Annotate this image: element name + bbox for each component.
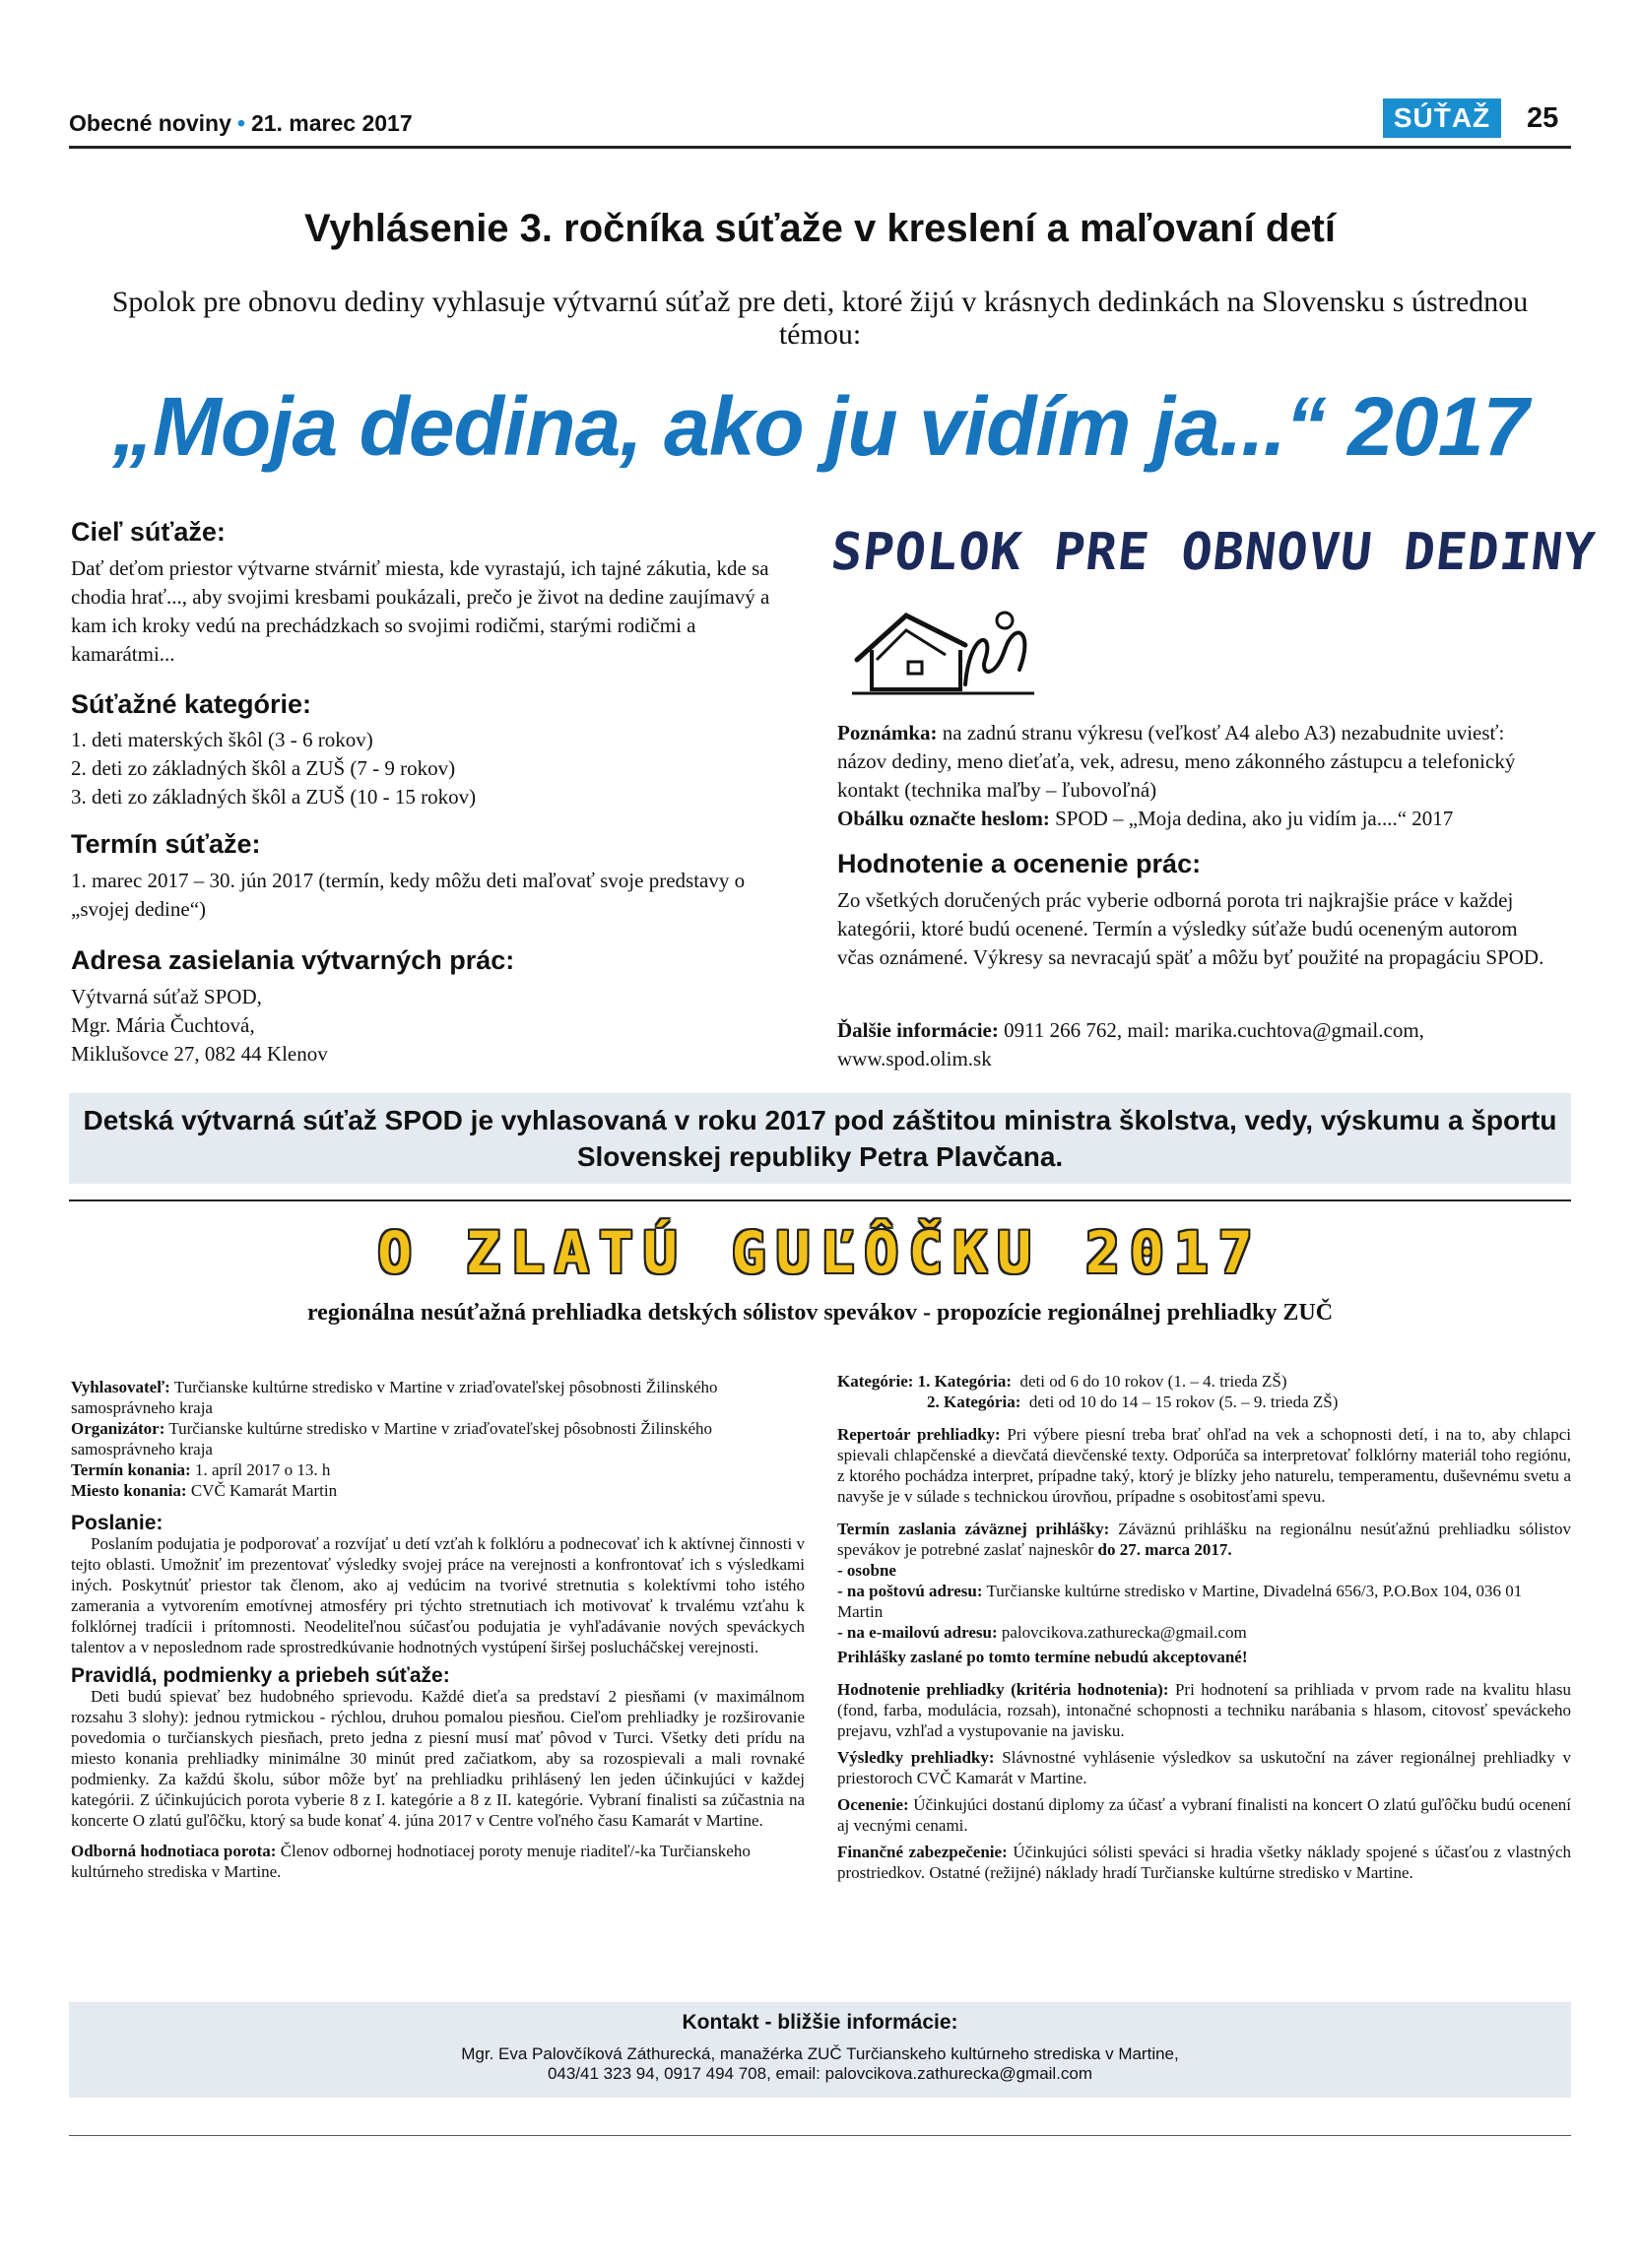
award-text: Účinkujúci dostanú diplomy za účasť a vybraní finalisti na koncert O zlatú guľôčku budú ocenení aj vecnými cenami. xyxy=(837,1795,1572,1835)
separator-dot: • xyxy=(236,110,245,136)
rules-text: Deti budú spievať bez hudobného sprievodu. Každé dieťa sa predstaví 2 piesňami (v maximálnom rozsahu 3 slohy): jednou rytmickou - rýchlou, druhou pomalou piesňou. Cieľom prehliadky je rozširovanie povedomia o turčianskych piesňach, preto jedna z piesní musí mať pôvod v Turci. Všetky deti prídu na miesto konania prehliadky minimálne 30 minút pred začiatkom, aby sa rozospievali a mali rovnaké podmienky. Za každú školu, súbor môže byť na prehliadku prihlásený len jeden účinkujúci v každej kategórii. Z účinkujúcich porota vyberie 8 z I. kategórie a 8 z II. kategórie. Vybraní finalisti sa zúčastnia na koncerte O zlatú guľôčku, ktorý sa bude konať 4. júna 2017 v Centre voľného času Kamarát v Martine. xyxy=(71,1687,805,1830)
announcer-text: Turčianske kultúrne stredisko v Martine v zriaďovateľskej pôsobnosti Žilinského samosprávneho kraja xyxy=(71,1378,718,1417)
zuc-title: O ZLATÚ GUĽÔČKU 2017 xyxy=(377,1219,1263,1286)
criteria-label: Hodnotenie prehliadky (kritéria hodnotenia): xyxy=(837,1680,1169,1699)
address-line: Mgr. Mária Čuchtová, xyxy=(71,1013,255,1037)
contact-line-1: Mgr. Eva Palovčíková Záthurecká, manažérka ZUČ Turčianskeho kultúrneho strediska v Martine, xyxy=(461,2044,1179,2063)
place-text: CVČ Kamarát Martin xyxy=(190,1481,338,1500)
patronage-text: Detská výtvarná súťaž SPOD je vyhlasovaná v roku 2017 pod záštitou ministra školstva, vedy, výskumu a športu Slovenskej republiky Petra Plavčana. xyxy=(83,1105,1557,1172)
cat1-text: deti od 6 do 10 rokov (1. – 4. trieda ZŠ) xyxy=(1019,1372,1287,1391)
deadline-date: do 27. marca 2017. xyxy=(1097,1540,1232,1559)
date-label: Termín konania: xyxy=(71,1460,191,1479)
email-label: - na e-mailovú adresu: xyxy=(837,1623,998,1642)
cat2-label: 2. Kategória: xyxy=(927,1393,1021,1411)
zuc-right-column xyxy=(837,1371,1571,1883)
criteria-text: Pri hodnotení sa prihliada v prvom rade na kvalitu hlasu (fond, farba, modulácia, rozsah), intonačné schopnosti a techniku narábania s hlasom, citovosť speváckeho prejavu, vzhľad a vystupovanie na javisku. xyxy=(837,1680,1571,1740)
cat1-label: 1. Kategória: xyxy=(917,1372,1013,1391)
issue-date: 21. marec 2017 xyxy=(250,110,413,136)
post-label: - na poštovú adresu: xyxy=(837,1582,983,1600)
repertoire-text: Pri výbere piesní treba brať ohľad na vek a schopnosti detí, i na to, aby chlapci spievali chlapčenské a dievčatá dievčenské texty. Odporúča sa interpretovať folklórny materiál toho regiónu, z ktorého pochádza interpret, prípadne taký, ktorý je blízky jeho naturelu, temperamentu, duševnému svetu a navyše je v súlade s technickou úrovňou, prípadne s osobitosťami spevu. xyxy=(837,1425,1571,1506)
category-item: 3. deti zo základných škôl a ZUŠ (10 - 15 rokov) xyxy=(71,785,477,809)
repertoire-label: Repertoár prehliadky: xyxy=(837,1425,1001,1444)
categories-heading: Súťažné kategórie: xyxy=(71,689,312,719)
deadline-label: Termín zaslania záväznej prihlášky: xyxy=(837,1520,1110,1538)
contact-heading: Kontakt - bližšie informácie: xyxy=(682,2011,958,2034)
paper-name: Obecné noviny xyxy=(69,110,231,136)
contest-slogan: „Moja dedina, ako ju vidím ja...“ 2017 xyxy=(111,380,1529,473)
categories-list xyxy=(71,726,785,811)
info-text: 0911 266 762, mail: marika.cuchtova@gmail.com, www.spod.olim.sk xyxy=(837,1018,1424,1070)
personal-option: - osobne xyxy=(837,1561,896,1580)
logo-text: SPOLOK PRE OBNOVU DEDINY xyxy=(827,523,1599,582)
note-block xyxy=(837,719,1556,833)
jury-text: Členov odbornej hodnotiacej poroty menuje riaditeľ/-ka Turčianskeho kultúrneho strediska v Martine. xyxy=(71,1842,751,1881)
cat2-text: deti od 10 do 14 – 15 rokov (5. – 9. trieda ZŠ) xyxy=(1028,1393,1339,1411)
section-rule xyxy=(69,1199,1571,1201)
contact-box xyxy=(69,2002,1571,2098)
goal-heading: Cieľ súťaže: xyxy=(71,517,226,547)
deadline-text: Záväznú prihlášku na regionálnu nesúťažnú prehliadku sólistov spevákov je potrebné zaslať najneskôr xyxy=(837,1520,1572,1559)
patronage-banner xyxy=(69,1093,1571,1184)
contact-line-2: 043/41 323 94, 0917 494 708, email: palovcikova.zathurecka@gmail.com xyxy=(547,2064,1093,2083)
house-drawing xyxy=(847,591,1044,699)
info-block xyxy=(837,1016,1556,1073)
envelope-text: SPOD – „Moja dedina, ako ju vidím ja....“ 2017 xyxy=(1055,807,1454,830)
header-rule xyxy=(69,146,1571,149)
contest-title: Vyhlásenie 3. ročníka súťaže v kreslení a maľovaní detí xyxy=(304,207,1336,250)
address-heading: Adresa zasielania výtvarných prác: xyxy=(71,945,515,975)
section-badge: SÚŤAŽ xyxy=(1383,98,1501,138)
rules-heading: Pravidlá, podmienky a priebeh súťaže: xyxy=(71,1664,450,1687)
note-text: na zadnú stranu výkresu (veľkosť A4 alebo A3) nezabudnite uviesť: názov dediny, meno dieťaťa, vek, adresu, meno zákonného zástupcu a telefonický kontakt (technika maľby – ľubovoľná) xyxy=(837,721,1516,802)
page-number: 25 xyxy=(1527,102,1559,134)
envelope-label: Obálku označte heslom: xyxy=(837,807,1050,830)
late-note: Prihlášky zaslané po tomto termíne nebudú akceptované! xyxy=(837,1648,1248,1666)
zuc-left-column xyxy=(71,1377,805,1882)
category-item: 2. deti zo základných škôl a ZUŠ (7 - 9 rokov) xyxy=(71,756,456,780)
organizer-label: Organizátor: xyxy=(71,1419,165,1438)
award-label: Ocenenie: xyxy=(837,1795,909,1814)
footer-rule xyxy=(69,2135,1571,2136)
address-block xyxy=(71,983,785,1069)
goal-text: Dať deťom priestor výtvarne stvárniť miesta, kde vyrastajú, ich tajné zákutia, kde sa chodia hrať..., aby svojimi kresbami poukázali, prečo je život na dedine zaujímavý a kam ich kroky vedú na prechádzkach so svojimi rodičmi, starými rodičmi a kamarátmi... xyxy=(71,556,770,666)
organizer-text: Turčianske kultúrne stredisko v Martine v zriaďovateľskej pôsobnosti Žilinského samosprávneho kraja xyxy=(71,1419,713,1458)
finance-label: Finančné zabezpečenie: xyxy=(837,1843,1008,1861)
contest-subtitle: Spolok pre obnovu dediny vyhlasuje výtvarnú súťaž pre deti, ktoré žijú v krásnych dedinkách na Slovensku s ústrednou témou: xyxy=(111,286,1529,351)
note-label: Poznámka: xyxy=(837,721,938,745)
term-heading: Termín súťaže: xyxy=(71,829,261,859)
address-line: Výtvarná súťaž SPOD, xyxy=(71,985,262,1008)
zuc-subtitle: regionálna nesúťažná prehliadka detských sólistov spevákov - propozície regionálnej prehliadky ZUČ xyxy=(306,1300,1334,1326)
post-text: Turčianske kultúrne stredisko v Martine, Divadelná 656/3, P.O.Box 104, 036 01 Martin xyxy=(837,1582,1523,1621)
results-text: Slávnostné vyhlásenie výsledkov sa uskutoční na záver regionálnej prehliadky v priestoroch CVČ Kamarát v Martine. xyxy=(837,1748,1571,1787)
spod-logo xyxy=(827,517,1599,699)
announcer-label: Vyhlasovateľ: xyxy=(71,1378,170,1396)
results-label: Výsledky prehliadky: xyxy=(837,1748,995,1767)
category-item: 1. deti materských škôl (3 - 6 rokov) xyxy=(71,728,373,751)
address-line: Miklušovce 27, 082 44 Klenov xyxy=(71,1042,328,1066)
finance-text: Účinkujúci sólisti speváci si hradia všetky náklady spojené s účasťou z vlastných prostriedkov. Ostatné (režijné) náklady hradí Turčianske kultúrne stredisko v Martine. xyxy=(837,1843,1571,1882)
date-text: 1. apríl 2017 o 13. h xyxy=(194,1460,331,1479)
email-text[interactable]: palovcikova.zathurecka@gmail.com xyxy=(1001,1623,1247,1642)
masthead xyxy=(69,110,413,137)
info-label: Ďalšie informácie: xyxy=(837,1018,999,1042)
term-text: 1. marec 2017 – 30. jún 2017 (termín, kedy môžu deti maľovať svoje predstavy o „svojej dedine“) xyxy=(71,869,746,921)
categories-label: Kategórie: xyxy=(837,1372,914,1391)
evaluation-heading: Hodnotenie a ocenenie prác: xyxy=(837,849,1202,878)
evaluation-text: Zo všetkých doručených prác vyberie odborná porota tri najkrajšie práce v každej kategórii, ktoré budú ocenené. Termín a výsledky súťaže budú oceneným autorom včas oznámené. Výkresy sa nevracajú späť a môžu byť použité na propagáciu SPOD. xyxy=(837,888,1544,969)
mission-heading: Poslanie: xyxy=(71,1512,164,1534)
jury-label: Odborná hodnotiaca porota: xyxy=(71,1842,277,1860)
mission-text: Poslaním podujatia je podporovať a rozvíjať u detí vzťah k folklóru a podnecovať ich k aktívnej činnosti v tejto oblasti. Umožniť im prezentovať výsledky svojej práce na verejnosti a konfrontovať ich s výsledkami iných. Poskytnúť priestor tak členom, ako aj vedúcim na tvorivé stretnutia s kolektívmi toho istého zamerania a vytvorením emotívnej atmosféry pri týchto stretnutiach ich motivovať k trvalému vzťahu k folklórnej tradícii i prítomnosti. Neodeliteľnou súčasťou podujatia je vyhľadávanie nových speváckych talentov a v neposlednom rade sprostredkúvanie hodnotných vystúpení širšej poslucháčskej verejnosti. xyxy=(71,1534,805,1656)
place-label: Miesto konania: xyxy=(71,1481,187,1500)
